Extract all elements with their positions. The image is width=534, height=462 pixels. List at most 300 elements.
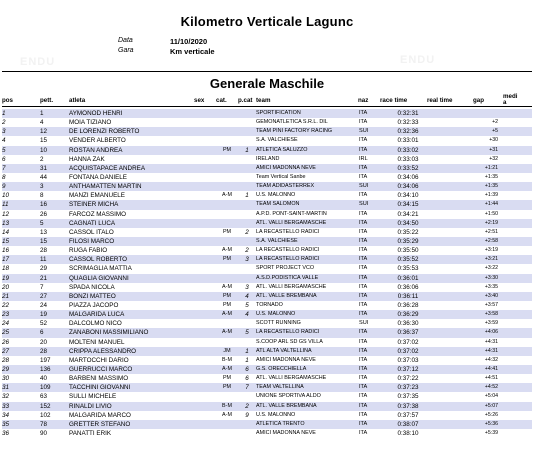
cell-athlete: SULLI MICHELE bbox=[69, 393, 117, 401]
cell-pos: 26 bbox=[2, 338, 10, 346]
cell-team: LA RECASTELLO RADICI bbox=[256, 256, 320, 263]
cell-gap: +31 bbox=[489, 146, 498, 153]
table-row bbox=[2, 118, 532, 127]
cell-team: TEAM VALTELLINA bbox=[256, 384, 304, 391]
cell-race-time: 0:36:06 bbox=[397, 283, 419, 291]
table-row bbox=[2, 310, 532, 319]
cell-bib: 136 bbox=[40, 365, 51, 373]
cell-team: ATL ALTA VALTELLINA bbox=[256, 347, 312, 354]
cell-pos: 31 bbox=[2, 384, 10, 392]
cell-team: Team Vertical Sanbe bbox=[256, 173, 306, 180]
cell-gap: +2 bbox=[492, 119, 498, 126]
cell-bib: 78 bbox=[40, 420, 48, 428]
cell-category-position: 1 bbox=[245, 356, 249, 364]
cell-nation: ITA bbox=[359, 347, 368, 354]
cell-team: S.A. VALCHIESE bbox=[256, 137, 298, 144]
cell-nation: SUI bbox=[359, 201, 369, 208]
cell-category: B-M bbox=[222, 356, 232, 363]
cell-pos: 8 bbox=[2, 173, 6, 181]
cell-category-position: 5 bbox=[245, 301, 249, 309]
cell-pos: 1 bbox=[2, 110, 6, 117]
results-table bbox=[2, 109, 532, 438]
header-gap: gap bbox=[473, 97, 485, 104]
cell-team: UNIONE SPORTIVA ALDO bbox=[256, 393, 321, 400]
cell-pos: 24 bbox=[2, 320, 10, 328]
cell-pos: 7 bbox=[2, 164, 6, 172]
cell-team: ATL. VALLI BERGAMASCHE bbox=[256, 219, 327, 226]
cell-gap: +3:57 bbox=[484, 301, 498, 308]
cell-nation: ITA bbox=[359, 356, 368, 363]
cell-nation: ITA bbox=[359, 411, 368, 418]
table-row bbox=[2, 182, 532, 191]
cell-bib: 8 bbox=[40, 192, 44, 200]
table-row bbox=[2, 301, 532, 310]
cell-category: PM bbox=[222, 375, 232, 382]
cell-bib: 20 bbox=[40, 338, 48, 346]
cell-athlete: CASSOL ROBERTO bbox=[69, 256, 127, 264]
cell-pos: 27 bbox=[2, 347, 10, 355]
cell-athlete: BONZI MATTEO bbox=[69, 292, 116, 300]
meta-date-label: Data bbox=[118, 37, 133, 44]
header-media: medi a bbox=[503, 93, 518, 106]
cell-category: PM bbox=[222, 228, 232, 235]
cell-category-position: 1 bbox=[245, 347, 249, 355]
cell-race-time: 0:34:06 bbox=[397, 183, 419, 191]
cell-pos: 5 bbox=[2, 146, 6, 154]
cell-race-time: 0:34:10 bbox=[397, 192, 419, 200]
cell-category: A-M bbox=[222, 329, 232, 336]
cell-bib: 27 bbox=[40, 292, 48, 300]
table-row bbox=[2, 228, 532, 237]
cell-athlete: DALCOLMO NICO bbox=[69, 320, 122, 328]
cell-race-time: 0:35:53 bbox=[397, 265, 419, 273]
cell-athlete: MARTOCCHI DARIO bbox=[69, 356, 129, 364]
cell-team: ATL. VALLE BREMBANA bbox=[256, 292, 317, 299]
cell-athlete: PIAZZA JACOPO bbox=[69, 301, 119, 309]
table-row bbox=[2, 191, 532, 200]
cell-nation: SUI bbox=[359, 320, 369, 327]
table-row bbox=[2, 274, 532, 283]
cell-category-position: 4 bbox=[245, 292, 249, 300]
cell-bib: 52 bbox=[40, 320, 48, 328]
cell-race-time: 0:35:29 bbox=[397, 237, 419, 245]
cell-nation: IRL bbox=[359, 155, 368, 162]
table-row bbox=[2, 264, 532, 273]
cell-category-position: 7 bbox=[245, 384, 249, 392]
table-row bbox=[2, 356, 532, 365]
cell-athlete: FONTANA DANIELE bbox=[69, 173, 127, 181]
cell-nation: ITA bbox=[359, 237, 368, 244]
header-team: team bbox=[256, 97, 271, 104]
cell-pos: 13 bbox=[2, 219, 10, 227]
cell-gap: +4:52 bbox=[484, 384, 498, 391]
cell-race-time: 0:32:36 bbox=[397, 128, 419, 136]
cell-race-time: 0:32:31 bbox=[397, 110, 419, 117]
cell-team: AMICI MADONNA NEVE bbox=[256, 164, 316, 171]
cell-race-time: 0:37:02 bbox=[397, 338, 419, 346]
cell-team: IRELAND bbox=[256, 155, 280, 162]
cell-gap: +1:39 bbox=[484, 192, 498, 199]
cell-gap: +1:44 bbox=[484, 201, 498, 208]
header-divider bbox=[2, 106, 532, 107]
cell-bib: 3 bbox=[40, 183, 44, 191]
cell-team: GEMONATLETICA S.R.L. DIL bbox=[256, 119, 328, 126]
cell-pos: 35 bbox=[2, 420, 10, 428]
cell-category: PM bbox=[222, 384, 232, 391]
cell-bib: 4 bbox=[40, 119, 44, 127]
cell-pos: 3 bbox=[2, 128, 6, 136]
meta-date-row bbox=[0, 37, 534, 47]
table-row bbox=[2, 283, 532, 292]
cell-category: PM bbox=[222, 256, 232, 263]
cell-pos: 21 bbox=[2, 292, 10, 300]
header-real-time: real time bbox=[427, 97, 453, 104]
cell-bib: 63 bbox=[40, 393, 48, 401]
cell-gap: +1:21 bbox=[484, 164, 498, 171]
cell-bib: 15 bbox=[40, 237, 48, 245]
cell-team: S.COOP ARL SD GS VILLA bbox=[256, 338, 323, 345]
cell-gap: +5:04 bbox=[484, 393, 498, 400]
cell-athlete: MOIA TIZIANO bbox=[69, 119, 112, 127]
cell-nation: SUI bbox=[359, 183, 369, 190]
cell-nation: ITA bbox=[359, 274, 368, 281]
cell-category-position: 1 bbox=[245, 146, 249, 154]
cell-nation: ITA bbox=[359, 420, 368, 427]
cell-gap: +4:06 bbox=[484, 329, 498, 336]
table-row bbox=[2, 200, 532, 209]
table-row bbox=[2, 374, 532, 383]
cell-nation: ITA bbox=[359, 228, 368, 235]
cell-nation: ITA bbox=[359, 283, 368, 290]
table-row bbox=[2, 429, 532, 438]
cell-athlete: BARBENI MASSIMO bbox=[69, 375, 129, 383]
meta-race-label: Gara bbox=[118, 47, 134, 54]
cell-gap: +3:30 bbox=[484, 274, 498, 281]
table-row bbox=[2, 210, 532, 219]
cell-team: ATL. VALLE BREMBANA bbox=[256, 402, 317, 409]
cell-athlete: GUERRUCCI MARCO bbox=[69, 365, 133, 373]
table-row bbox=[2, 136, 532, 145]
cell-team: TEAM ADIDASTERREX bbox=[256, 183, 315, 190]
cell-race-time: 0:37:02 bbox=[397, 347, 419, 355]
cell-athlete: MOLTENI MANUEL bbox=[69, 338, 125, 346]
cell-nation: ITA bbox=[359, 301, 368, 308]
table-row bbox=[2, 127, 532, 136]
cell-athlete: DE LORENZI ROBERTO bbox=[69, 128, 140, 136]
cell-pos: 19 bbox=[2, 274, 10, 282]
cell-category: PM bbox=[222, 146, 232, 153]
table-row bbox=[2, 292, 532, 301]
cell-bib: 6 bbox=[40, 329, 44, 337]
cell-category: A-M bbox=[222, 247, 232, 254]
cell-race-time: 0:37:12 bbox=[397, 365, 419, 373]
header-race-time: race time bbox=[380, 97, 408, 104]
cell-pos: 22 bbox=[2, 301, 10, 309]
cell-category-position: 6 bbox=[245, 375, 249, 383]
cell-athlete: CRIPPA ALESSANDRO bbox=[69, 347, 137, 355]
cell-pos: 10 bbox=[2, 192, 10, 200]
cell-nation: ITA bbox=[359, 402, 368, 409]
cell-race-time: 0:37:23 bbox=[397, 384, 419, 392]
cell-gap: +5:39 bbox=[484, 429, 498, 436]
cell-pos: 34 bbox=[2, 411, 10, 419]
cell-race-time: 0:36:01 bbox=[397, 274, 419, 282]
table-row bbox=[2, 219, 532, 228]
cell-race-time: 0:34:06 bbox=[397, 173, 419, 181]
cell-gap: +4:31 bbox=[484, 347, 498, 354]
meta-date-value: 11/10/2020 bbox=[170, 37, 208, 46]
cell-bib: 152 bbox=[40, 402, 51, 410]
cell-athlete: FILOSI MARCO bbox=[69, 237, 115, 245]
cell-pos: 30 bbox=[2, 375, 10, 383]
table-row bbox=[2, 328, 532, 337]
table-row bbox=[2, 347, 532, 356]
cell-category: B-M bbox=[222, 402, 232, 409]
cell-gap: +30 bbox=[489, 137, 498, 144]
cell-athlete: ROSTAN ANDREA bbox=[69, 146, 123, 154]
table-row bbox=[2, 237, 532, 246]
cell-race-time: 0:33:02 bbox=[397, 146, 419, 154]
cell-pos: 17 bbox=[2, 256, 10, 264]
cell-team: LA RECASTELLO RADICI bbox=[256, 228, 320, 235]
cell-athlete: RINALDI LIVIO bbox=[69, 402, 112, 410]
cell-gap: +5 bbox=[492, 128, 498, 135]
cell-race-time: 0:33:01 bbox=[397, 137, 419, 145]
cell-nation: ITA bbox=[359, 210, 368, 217]
table-row bbox=[2, 420, 532, 429]
cell-category-position: 6 bbox=[245, 365, 249, 373]
cell-team: AMICI MADONNA NEVE bbox=[256, 429, 316, 436]
cell-bib: 102 bbox=[40, 411, 51, 419]
cell-nation: ITA bbox=[359, 110, 368, 116]
cell-pos: 11 bbox=[2, 201, 9, 209]
cell-bib: 5 bbox=[40, 219, 44, 227]
cell-gap: +3:58 bbox=[484, 311, 498, 318]
table-row bbox=[2, 155, 532, 164]
cell-gap: +3:22 bbox=[484, 265, 498, 272]
cell-category-position: 9 bbox=[245, 411, 249, 419]
cell-category: PM bbox=[222, 292, 232, 299]
document-title: Kilometro Verticale Lagunc bbox=[180, 14, 354, 29]
cell-team: AMICI MADONNA NEVE bbox=[256, 356, 316, 363]
cell-bib: 16 bbox=[40, 201, 48, 209]
cell-bib: 26 bbox=[40, 210, 48, 218]
cell-race-time: 0:36:29 bbox=[397, 311, 419, 319]
cell-nation: ITA bbox=[359, 375, 368, 382]
cell-nation: ITA bbox=[359, 192, 368, 199]
cell-pos: 4 bbox=[2, 137, 6, 145]
cell-category-position: 3 bbox=[245, 256, 249, 264]
meta-race-value: Km verticale bbox=[170, 47, 215, 56]
cell-pos: 2 bbox=[2, 119, 6, 127]
cell-pos: 25 bbox=[2, 329, 10, 337]
cell-race-time: 0:38:10 bbox=[397, 429, 419, 437]
cell-team: ATL. VALLI BERGAMASCHE bbox=[256, 375, 327, 382]
cell-team: TEAM SALOMON bbox=[256, 201, 300, 208]
table-row bbox=[2, 319, 532, 328]
cell-race-time: 0:38:07 bbox=[397, 420, 419, 428]
cell-athlete: AYMONOD HENRI bbox=[69, 110, 123, 117]
cell-race-time: 0:35:50 bbox=[397, 247, 419, 255]
cell-nation: ITA bbox=[359, 384, 368, 391]
cell-pos: 36 bbox=[2, 429, 10, 437]
cell-nation: ITA bbox=[359, 219, 368, 226]
meta-race-row bbox=[0, 47, 534, 57]
cell-gap: +4:31 bbox=[484, 338, 498, 345]
cell-pos: 18 bbox=[2, 265, 10, 273]
cell-bib: 12 bbox=[40, 128, 48, 136]
cell-pos: 28 bbox=[2, 356, 10, 364]
cell-team: SPORTIFICATION bbox=[256, 110, 301, 116]
cell-bib: 28 bbox=[40, 347, 48, 355]
cell-athlete: MALGARIDA MARCO bbox=[69, 411, 131, 419]
cell-bib: 28 bbox=[40, 247, 48, 255]
table-row bbox=[2, 383, 532, 392]
table-row bbox=[2, 411, 532, 420]
cell-athlete: STEINER MICHA bbox=[69, 201, 119, 209]
cell-athlete: VENDER ALBERTO bbox=[69, 137, 126, 145]
cell-race-time: 0:37:38 bbox=[397, 402, 419, 410]
cell-race-time: 0:34:21 bbox=[397, 210, 419, 218]
cell-category-position: 4 bbox=[245, 311, 249, 319]
cell-bib: 24 bbox=[40, 301, 48, 309]
cell-nation: ITA bbox=[359, 393, 368, 400]
cell-team: U.S. MALONNO bbox=[256, 311, 296, 318]
cell-nation: ITA bbox=[359, 119, 368, 126]
cell-team: SPORT PROJECT VCO bbox=[256, 265, 315, 272]
cell-nation: ITA bbox=[359, 146, 368, 153]
cell-pos: 23 bbox=[2, 311, 10, 319]
cell-gap: +3:21 bbox=[484, 256, 498, 263]
cell-race-time: 0:35:52 bbox=[397, 256, 419, 264]
table-row bbox=[2, 365, 532, 374]
cell-race-time: 0:34:15 bbox=[397, 201, 419, 209]
cell-bib: 7 bbox=[40, 283, 44, 291]
cell-team: ATLETICA TRENTO bbox=[256, 420, 305, 427]
watermark-logo: ENDU bbox=[400, 54, 436, 66]
cell-athlete: RUGA FABIO bbox=[69, 247, 108, 255]
cell-pos: 16 bbox=[2, 247, 10, 255]
cell-pos: 20 bbox=[2, 283, 10, 291]
cell-nation: ITA bbox=[359, 292, 368, 299]
table-row bbox=[2, 246, 532, 255]
table-row bbox=[2, 402, 532, 411]
cell-gap: +32 bbox=[489, 155, 498, 162]
cell-athlete: MALGARIDA LUCA bbox=[69, 311, 125, 319]
cell-pos: 14 bbox=[2, 228, 10, 236]
table-row bbox=[2, 109, 532, 118]
cell-category: JM bbox=[223, 347, 231, 354]
cell-bib: 197 bbox=[40, 356, 51, 364]
cell-nation: ITA bbox=[359, 365, 368, 372]
cell-race-time: 0:37:35 bbox=[397, 393, 419, 401]
cell-team: S.A. VALCHIESE bbox=[256, 237, 298, 244]
cell-race-time: 0:35:22 bbox=[397, 228, 419, 236]
cell-gap: +3:35 bbox=[484, 283, 498, 290]
cell-pos: 15 bbox=[2, 237, 10, 245]
cell-team: A.S.D.PODISTICA VALLE bbox=[256, 274, 319, 281]
cell-bib: 109 bbox=[40, 384, 51, 392]
cell-gap: +2:58 bbox=[484, 237, 498, 244]
cell-gap: +5:36 bbox=[484, 420, 498, 427]
header-pos: pos bbox=[2, 97, 14, 104]
cell-bib: 13 bbox=[40, 228, 48, 236]
cell-category: A-M bbox=[222, 192, 232, 199]
cell-nation: ITA bbox=[359, 173, 368, 180]
cell-team: SCOTT RUNNING bbox=[256, 320, 301, 327]
cell-nation: ITA bbox=[359, 137, 368, 144]
cell-pos: 32 bbox=[2, 393, 10, 401]
cell-category: A-M bbox=[222, 311, 232, 318]
cell-team: TEAM PINI FACTORY RACING bbox=[256, 128, 333, 135]
cell-bib: 40 bbox=[40, 375, 48, 383]
cell-nation: ITA bbox=[359, 256, 368, 263]
table-row bbox=[2, 255, 532, 264]
header-sex: sex bbox=[194, 97, 205, 104]
cell-nation: ITA bbox=[359, 311, 368, 318]
cell-gap: +2:19 bbox=[484, 219, 498, 226]
cell-category-position: 2 bbox=[245, 228, 249, 236]
cell-nation: ITA bbox=[359, 338, 368, 345]
cell-race-time: 0:37:22 bbox=[397, 375, 419, 383]
cell-pos: 6 bbox=[2, 155, 6, 163]
cell-athlete: CAGNATI LUCA bbox=[69, 219, 116, 227]
cell-bib: 1 bbox=[40, 110, 44, 117]
cell-race-time: 0:34:50 bbox=[397, 219, 419, 227]
cell-nation: ITA bbox=[359, 429, 368, 436]
cell-nation: ITA bbox=[359, 164, 368, 171]
cell-bib: 90 bbox=[40, 429, 48, 437]
cell-race-time: 0:37:03 bbox=[397, 356, 419, 364]
table-row bbox=[2, 392, 532, 401]
cell-team: G.S. ORECCHIELLA bbox=[256, 365, 307, 372]
cell-race-time: 0:36:37 bbox=[397, 329, 419, 337]
cell-pos: 33 bbox=[2, 402, 10, 410]
cell-athlete: SCRIMAGLIA MATTIA bbox=[69, 265, 132, 273]
cell-athlete: TACCHINI GIOVANNI bbox=[69, 384, 131, 392]
cell-race-time: 0:33:03 bbox=[397, 155, 419, 163]
cell-team: U.S. MALONNO bbox=[256, 192, 296, 199]
header-naz: naz bbox=[358, 97, 369, 104]
cell-pos: 9 bbox=[2, 183, 6, 191]
cell-athlete: ANTHAMATTEN MARTIN bbox=[69, 183, 142, 191]
cell-athlete: PANATTI ERIK bbox=[69, 429, 112, 437]
cell-team: ATLETICA SALUZZO bbox=[256, 146, 308, 153]
cell-race-time: 0:36:30 bbox=[397, 320, 419, 328]
cell-bib: 31 bbox=[40, 164, 48, 172]
cell-race-time: 0:37:57 bbox=[397, 411, 419, 419]
cell-gap: +4:51 bbox=[484, 375, 498, 382]
cell-nation: ITA bbox=[359, 329, 368, 336]
cell-team: LA RECASTELLO RADICI bbox=[256, 247, 320, 254]
table-row bbox=[2, 338, 532, 347]
section-divider bbox=[2, 71, 532, 72]
cell-team: U.S. MALONNO bbox=[256, 411, 296, 418]
cell-gap: +1:35 bbox=[484, 173, 498, 180]
table-row bbox=[2, 146, 532, 155]
cell-gap: +1:35 bbox=[484, 183, 498, 190]
header-athlete: atleta bbox=[69, 97, 86, 104]
cell-bib: 15 bbox=[40, 137, 48, 145]
cell-race-time: 0:32:33 bbox=[397, 119, 419, 127]
cell-category: PM bbox=[222, 301, 232, 308]
cell-pos: 12 bbox=[2, 210, 10, 218]
cell-team: TORNADO bbox=[256, 301, 283, 308]
cell-bib: 10 bbox=[40, 146, 48, 154]
cell-athlete: FARCOZ MASSIMO bbox=[69, 210, 127, 218]
table-row bbox=[2, 164, 532, 173]
cell-team: A.P.D. PONT-SAINT-MARTIN bbox=[256, 210, 327, 217]
